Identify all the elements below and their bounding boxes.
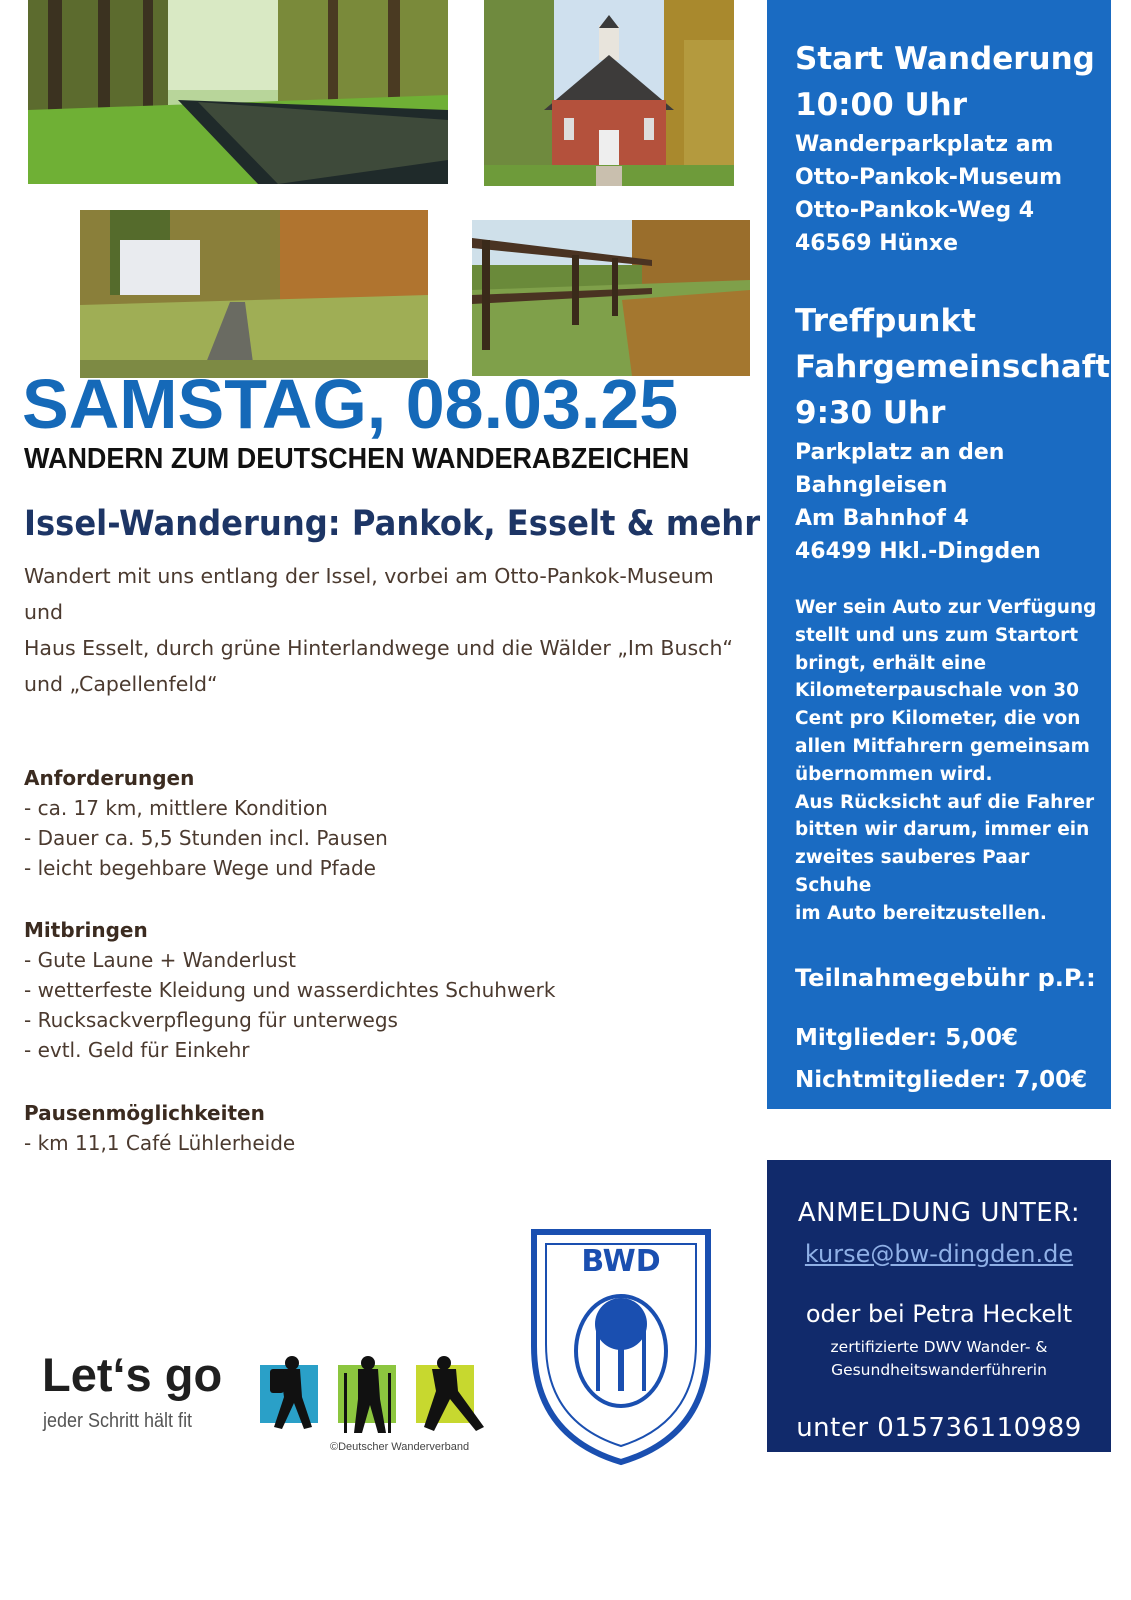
intro-line: und „Capellenfeld“ [24,672,218,696]
carpool-line: Cent pro Kilometer, die von [795,708,1081,730]
club-crest-logo [528,1226,714,1466]
carpool-line: stellt und uns zum Startort [795,624,1079,646]
registration-email-link[interactable]: kurse@bw-dingden.de [804,1240,1074,1268]
requirement-item: - ca. 17 km, mittlere Kondition [24,796,328,820]
fee-title: Teilnahmegebühr p.P.: [795,963,1096,992]
fence-photo [472,220,750,376]
meet-address-line: Am Bahnhof 4 [795,506,969,531]
requirement-item: - Dauer ca. 5,5 Stunden incl. Pausen [24,826,388,850]
carpool-text [795,594,1097,928]
event-subtitle: WANDERN ZUM DEUTSCHEN WANDERABZEICHEN [24,443,690,475]
club-abbr: BWD [581,1244,661,1279]
carpool-line: Aus Rücksicht auf die Fahrer [795,791,1095,813]
carpool-line: Kilometerpauschale von 30 [795,680,1080,702]
carpool-line: im Auto bereitzustellen. [795,902,1047,924]
intro-line: Wandert mit uns entlang der Issel, vorbei am Otto-Pankok-Museum und [24,564,714,624]
info-box [767,0,1111,1109]
requirements-heading: Anforderungen [24,766,195,790]
fee-nonmembers: Nichtmitglieder: 7,00€ [795,1066,1088,1093]
start-time: 10:00 Uhr [795,87,967,123]
registration-box [767,1160,1111,1452]
meet-address-line: Parkplatz an den [795,440,1005,465]
meet-address-line: 46499 Hkl.-Dingden [795,539,1041,564]
carpool-line: zweites sauberes Paar Schuhe [795,847,1030,896]
break-item: - km 11,1 Café Lühlerheide [24,1131,296,1155]
bring-item: - Gute Laune + Wanderlust [24,948,296,972]
registration-phone: unter 015736110989 [796,1413,1082,1443]
house-photo [80,210,428,378]
carpool-line: bitten wir darum, immer ein [795,819,1090,841]
meet-title: Treffpunkt [795,303,976,339]
requirements-section [24,763,388,883]
bring-item: - Rucksackverpflegung für unterwegs [24,1008,398,1032]
carpool-line: Wer sein Auto zur Verfügung [795,597,1097,618]
intro-line: Haus Esselt, durch grüne Hinterlandwege und die Wälder „Im Busch“ [24,636,734,660]
carpool-line: allen Mitfahrern gemeinsam [795,735,1090,757]
carpool-line: bringt, erhält eine [795,652,986,674]
registration-contact: oder bei Petra Heckelt [805,1300,1073,1328]
letsgo-slogan: jeder Schritt hält fit [43,1410,193,1432]
hiker-figures-icon [252,1355,492,1435]
start-address-line: 46569 Hünxe [795,231,959,256]
carpool-line: übernommen wird. [795,763,993,785]
breaks-heading: Pausenmöglichkeiten [24,1101,265,1125]
letsgo-logo-text: Let‘s go [42,1348,223,1401]
hike-title: Issel-Wanderung: Pankok, Esselt & mehr [24,504,761,544]
registration-certification: zertifizierte DWV Wander- & Gesundheitswanderführerin [830,1338,1048,1379]
bring-section [24,915,555,1065]
start-title: Start Wanderung [795,41,1095,77]
breaks-section [24,1098,295,1158]
dwv-credit: ©Deutscher Wanderverband [330,1441,470,1453]
meet-title: Fahrgemeinschaft [795,349,1110,385]
start-address-line: Otto-Pankok-Weg 4 [795,198,1035,223]
meet-time: 9:30 Uhr [795,395,946,431]
registration-heading: ANMELDUNG UNTER: [797,1198,1081,1228]
canal-photo [28,0,448,184]
requirement-item: - leicht begehbare Wege und Pfade [24,856,376,880]
bring-item: - wetterfeste Kleidung und wasserdichtes Schuhwerk [24,978,556,1002]
chapel-photo [484,0,734,186]
start-address-line: Wanderparkplatz am [795,132,1054,157]
start-address-line: Otto-Pankok-Museum [795,165,1063,190]
bring-item: - evtl. Geld für Einkehr [24,1038,250,1062]
bring-heading: Mitbringen [24,918,148,942]
fee-members: Mitglieder: 5,00€ [795,1024,1018,1051]
event-date: SAMSTAG, 08.03.25 [22,365,679,443]
hike-intro [24,558,754,702]
meet-address-line: Bahngleisen [795,473,948,498]
